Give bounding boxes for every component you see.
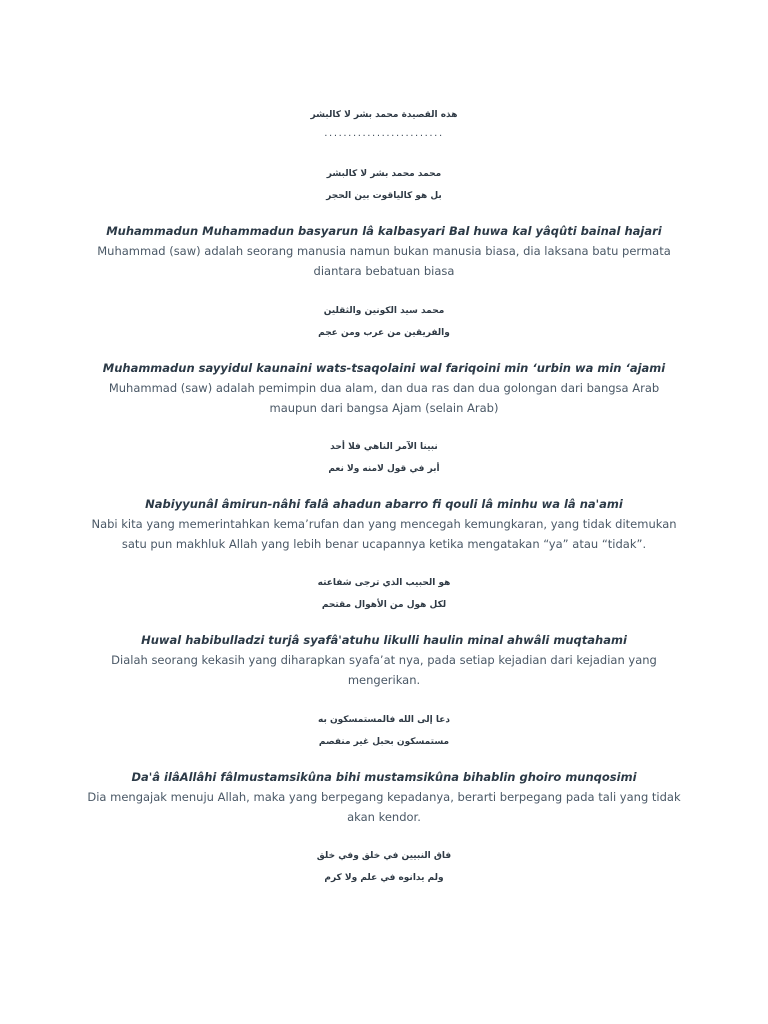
arabic-verse-line: ولم يدانوه في علم ولا كرم (324, 873, 444, 883)
translation: Muhammad (saw) adalah pemimpin dua alam, dan dua ras dan dua golongan dari bangsa Arab maupun dari bangsa Ajam (selain Arab) (108, 381, 660, 415)
stanza-1 (0, 163, 768, 281)
transliteration: Da'â ilâAllâhi fâlmustamsikûna bihi mustamsikûna bihablin ghoiro munqosimi (131, 770, 637, 784)
arabic-verse-line: محمد سيد الكونين والثقلين (323, 306, 445, 316)
arabic-verse-line: فاق النبيين في خلق وفي خلق (316, 851, 452, 861)
arabic-verse-line: محمد محمد بشر لا كالبشر (326, 169, 442, 179)
arabic-verse-line: مستمسكون بحبل غير منفصم (318, 737, 450, 747)
dotted-separator: ......................... (324, 128, 444, 139)
stanza-3 (0, 436, 768, 554)
stanza-2 (0, 300, 768, 418)
arabic-verse-line: هو الحبيب الذي ترجى شفاعته (317, 578, 451, 588)
transliteration: Muhammadun Muhammadun basyarun lâ kalbasyari Bal huwa kal yâqûti bainal hajari (106, 224, 662, 238)
arabic-verse-line: أبر في قول لامنه ولا نعم (328, 464, 440, 474)
translation: Nabi kita yang memerintahkan kema’rufan dan yang mencegah kemungkaran, yang tidak ditemukan satu pun makhluk Allah yang lebih benar ucapannya ketika mengatakan “ya” atau “tidak”. (91, 517, 677, 551)
arabic-verse-line: لكل هول من الأهوال مقتحم (321, 600, 447, 610)
arabic-verse-line: نبينا الآمر الناهي فلا أحد (330, 442, 438, 452)
translation: Dialah seorang kekasih yang diharapkan syafa’at nya, pada setiap kejadian dari kejadian yang mengerikan. (111, 653, 657, 687)
stanza-5 (0, 709, 768, 827)
poem-title: هذه القصيدة محمد بشر لا كالبشر (310, 110, 458, 120)
translation: Dia mengajak menuju Allah, maka yang berpegang kepadanya, berarti berpegang pada tali yang tidak akan kendor. (87, 790, 681, 824)
arabic-verse-line: دعا إلى الله فالمستمسكون به (318, 715, 450, 725)
transliteration: Huwal habibulladzi turjâ syafâ'atuhu likulli haulin minal ahwâli muqtahami (141, 633, 627, 647)
stanza-4 (0, 572, 768, 690)
translation: Muhammad (saw) adalah seorang manusia namun bukan manusia biasa, dia laksana batu permata diantara bebatuan biasa (97, 244, 671, 278)
arabic-verse-line: والفريقين من عرب ومن عجم (318, 328, 450, 338)
arabic-verse-line: بل هو كالياقوت بين الحجر (326, 191, 442, 201)
transliteration: Muhammadun sayyidul kaunaini wats-tsaqolaini wal fariqoini min ‘urbin wa min ‘ajami (102, 361, 666, 375)
stanza-6 (0, 845, 768, 889)
transliteration: Nabiyyunâl âmirun-nâhi falâ ahadun abarro fi qouli lâ minhu wa lâ na'ami (145, 497, 623, 511)
